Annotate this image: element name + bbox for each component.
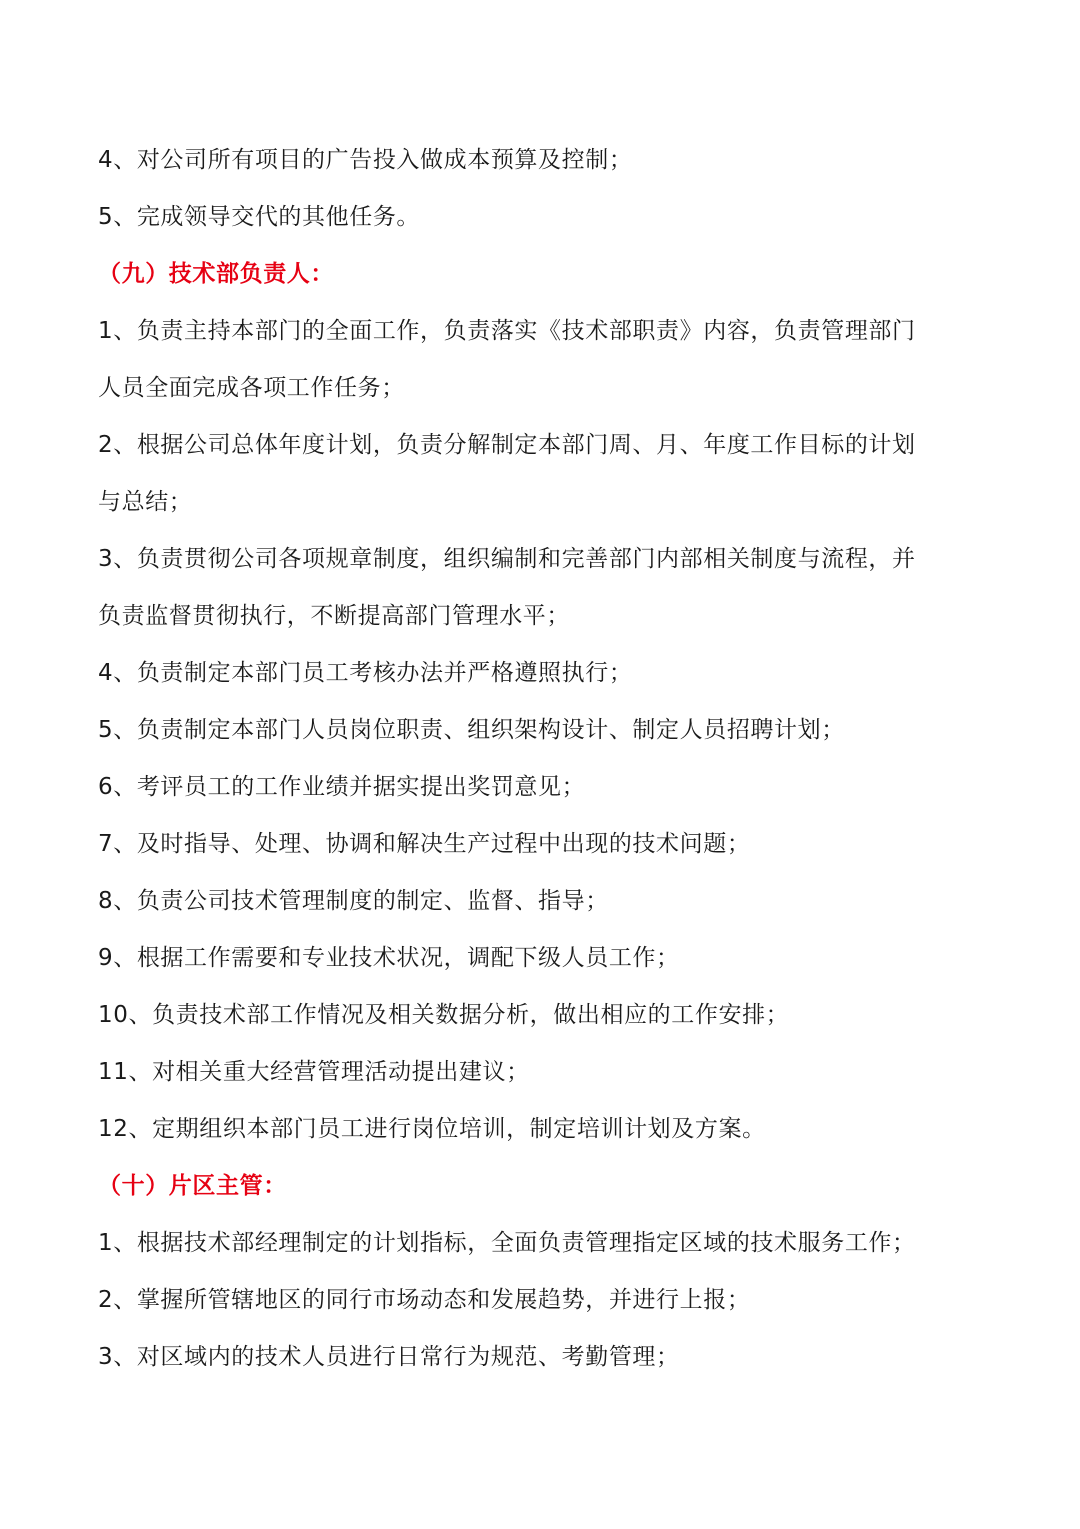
section-10-item-3: 3、对区域内的技术人员进行日常行为规范、考勤管理； [98,1344,680,1370]
section-10-heading: （十）片区主管： [98,1173,287,1199]
section-9-item-4: 4、负责制定本部门员工考核办法并严格遵照执行； [98,660,633,686]
section-10-item-1: 1、根据技术部经理制定的计划指标，全面负责管理指定区域的技术服务工作； [98,1230,916,1256]
section-10-item-2: 2、掌握所管辖地区的同行市场动态和发展趋势，并进行上报； [98,1287,751,1313]
section-9-item-11: 11、对相关重大经营管理活动提出建议； [98,1059,530,1085]
section-9-item-2-line-2: 与总结； [98,489,193,515]
section-9-item-12: 12、定期组织本部门员工进行岗位培训，制定培训计划及方案。 [98,1116,766,1142]
section-9-item-10: 10、负责技术部工作情况及相关数据分析，做出相应的工作安排； [98,1002,790,1028]
section-9-item-1-line-2: 人员全面完成各项工作任务； [98,375,405,401]
section-9-item-5: 5、负责制定本部门人员岗位职责、组织架构设计、制定人员招聘计划； [98,717,845,743]
section-8-item-5: 5、完成领导交代的其他任务。 [98,204,421,230]
section-9-item-2-line-1: 2、根据公司总体年度计划，负责分解制定本部门周、月、年度工作目标的计划 [98,432,916,458]
section-9-item-6: 6、考评员工的工作业绩并据实提出奖罚意见； [98,774,586,800]
section-9-item-9: 9、根据工作需要和专业技术状况，调配下级人员工作； [98,945,680,971]
section-9-item-8: 8、负责公司技术管理制度的制定、监督、指导； [98,888,609,914]
section-9-item-7: 7、及时指导、处理、协调和解决生产过程中出现的技术问题； [98,831,751,857]
section-9-item-3-line-1: 3、负责贯彻公司各项规章制度，组织编制和完善部门内部相关制度与流程，并 [98,546,916,572]
section-8-item-4: 4、对公司所有项目的广告投入做成本预算及控制； [98,147,633,173]
section-9-item-3-line-2: 负责监督贯彻执行，不断提高部门管理水平； [98,603,570,629]
section-9-item-1-line-1: 1、负责主持本部门的全面工作，负责落实《技术部职责》内容，负责管理部门 [98,318,916,344]
section-9-heading: （九）技术部负责人： [98,261,334,287]
